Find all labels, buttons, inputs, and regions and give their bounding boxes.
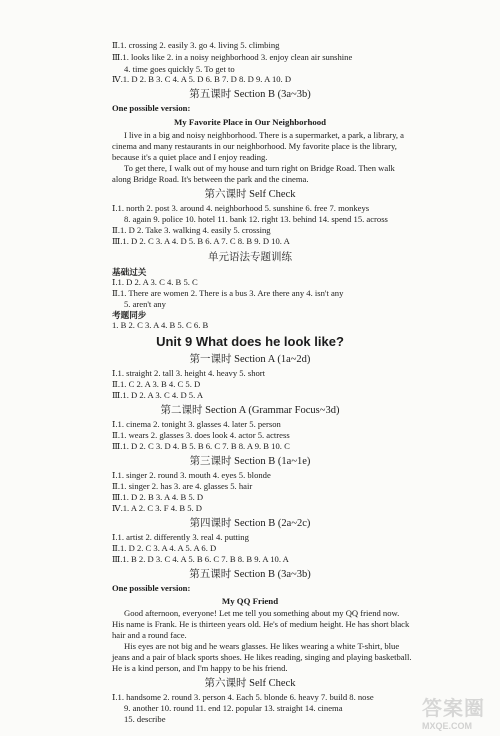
section-heading: 第四课时 Section B (2a~2c): [189, 518, 311, 529]
answer-line: Ⅱ.1. D 2. Take 3. walking 4. easily 5. crossing: [112, 225, 271, 235]
answer-line: Ⅳ.1. D 2. B 3. C 4. A 5. D 6. B 7. D 8. D 9. A 10. D: [112, 74, 292, 84]
answer-line: Ⅱ.1. singer 2. has 3. are 4. glasses 5. hair: [112, 481, 253, 491]
section-heading: 第五课时 Section B (3a~3b): [189, 569, 311, 580]
answer-line: Ⅲ.1. D 2. B 3. A 4. B 5. D: [112, 492, 204, 502]
essay-title: My Favorite Place in Our Neighborhood: [173, 117, 327, 127]
essay-line: hair and a round face.: [112, 630, 187, 640]
answer-line: 15. describe: [124, 714, 166, 724]
answer-line: Ⅰ.1. north 2. post 3. around 4. neighborhood 5. sunshine 6. free 7. monkeys: [112, 203, 370, 213]
essay-line: His eyes are not big and he wears glasses. He likes wearing a white T-shirt, blue: [124, 641, 400, 651]
answer-line: Ⅱ.1. C 2. A 3. B 4. C 5. D: [112, 379, 201, 389]
answer-line: Ⅳ.1. A 2. C 3. F 4. B 5. D: [112, 503, 203, 513]
answer-line: Ⅲ.1. D 2. A 3. C 4. D 5. A: [112, 390, 204, 400]
essay-line: along Bridge Road. It's between the park and the cinema.: [112, 174, 309, 184]
essay-line: cinema and many restaurants in our neighborhood. My favorite place is the library,: [112, 141, 397, 151]
section-heading: 第一课时 Section A (1a~2d): [189, 354, 311, 365]
essay-line: To get there, I walk out of my house and turn right on Bridge Road. Then walk: [124, 163, 395, 173]
one-possible-version-label: One possible version:: [112, 103, 191, 113]
essay-line: because it's a quiet place and I enjoy reading.: [112, 152, 268, 162]
answer-line: Ⅲ.1. B 2. D 3. C 4. A 5. B 6. C 7. B 8. B 9. A 10. A: [112, 554, 289, 564]
subsection-label: 基础过关: [112, 267, 147, 277]
section-heading: 第二课时 Section A (Grammar Focus~3d): [160, 405, 340, 416]
answer-line: Ⅰ.1. straight 2. tall 3. height 4. heavy 5. short: [112, 368, 266, 378]
answer-line: 4. time goes quickly 5. To get to: [124, 64, 235, 74]
answer-line: Ⅰ.1. D 2. A 3. C 4. B 5. C: [112, 277, 198, 287]
answer-line: Ⅲ.1. looks like 2. in a noisy neighborhood 3. enjoy clean air sunshine: [112, 52, 353, 62]
watermark-logo-text: 答案圈: [422, 698, 485, 720]
section-heading: 第三课时 Section B (1a~1e): [189, 456, 311, 467]
subsection-label: 考题同步: [112, 310, 147, 320]
section-heading: 第六课时 Self Check: [204, 189, 296, 200]
section-heading: 单元语法专题训练: [208, 252, 292, 263]
answer-line: 8. again 9. police 10. hotel 11. bank 12. right 13. behind 14. spend 15. across: [124, 214, 388, 224]
essay-line: He is a kind person, and I'm happy to be his friend.: [112, 663, 288, 673]
one-possible-version-label: One possible version:: [112, 583, 191, 593]
answer-line: Ⅰ.1. artist 2. differently 3. real 4. putting: [112, 532, 249, 542]
section-heading: 第五课时 Section B (3a~3b): [189, 89, 311, 100]
answer-line: Ⅰ.1. singer 2. round 3. mouth 4. eyes 5. blonde: [112, 470, 271, 480]
essay-line: I live in a big and noisy neighborhood. There is a supermarket, a park, a library, a: [124, 130, 404, 140]
watermark-url: MXQE.COM: [422, 721, 473, 731]
answer-line: Ⅱ.1. There are women 2. There is a bus 3. Are there any 4. isn't any: [112, 288, 344, 298]
essay-line: jeans and a pair of black sports shoes. He likes reading, singing and playing basketball.: [112, 652, 412, 662]
essay-line: His name is Frank. He is thirteen years old. He's of medium height. He has short black: [112, 619, 410, 629]
answer-line: 9. another 10. round 11. end 12. popular 13. straight 14. cinema: [124, 703, 343, 713]
answer-line: Ⅲ.1. D 2. C 3. A 4. D 5. B 6. A 7. C 8. B 9. D 10. A: [112, 236, 290, 246]
watermark-logo: [422, 692, 494, 732]
answer-line: Ⅱ.1. crossing 2. easily 3. go 4. living 5. climbing: [112, 40, 280, 50]
answer-line: Ⅲ.1. D 2. C 3. D 4. B 5. B 6. C 7. B 8. A 9. B 10. C: [112, 441, 290, 451]
answer-line: 1. B 2. C 3. A 4. B 5. C 6. B: [112, 320, 209, 330]
answer-line: Ⅱ.1. wears 2. glasses 3. does look 4. actor 5. actress: [112, 430, 290, 440]
answer-line: Ⅱ.1. D 2. C 3. A 4. A 5. A 6. D: [112, 543, 217, 553]
answer-line: 5. aren't any: [124, 299, 166, 309]
answer-line: Ⅰ.1. cinema 2. tonight 3. glasses 4. later 5. person: [112, 419, 281, 429]
essay-title: My QQ Friend: [221, 596, 279, 606]
answer-line: Ⅰ.1. handsome 2. round 3. person 4. Each 5. blonde 6. heavy 7. build 8. nose: [112, 692, 374, 702]
essay-line: Good afternoon, everyone! Let me tell you something about my QQ friend now.: [124, 608, 400, 618]
unit-title: Unit 9 What does he look like?: [156, 334, 344, 349]
section-heading: 第六课时 Self Check: [204, 678, 296, 689]
